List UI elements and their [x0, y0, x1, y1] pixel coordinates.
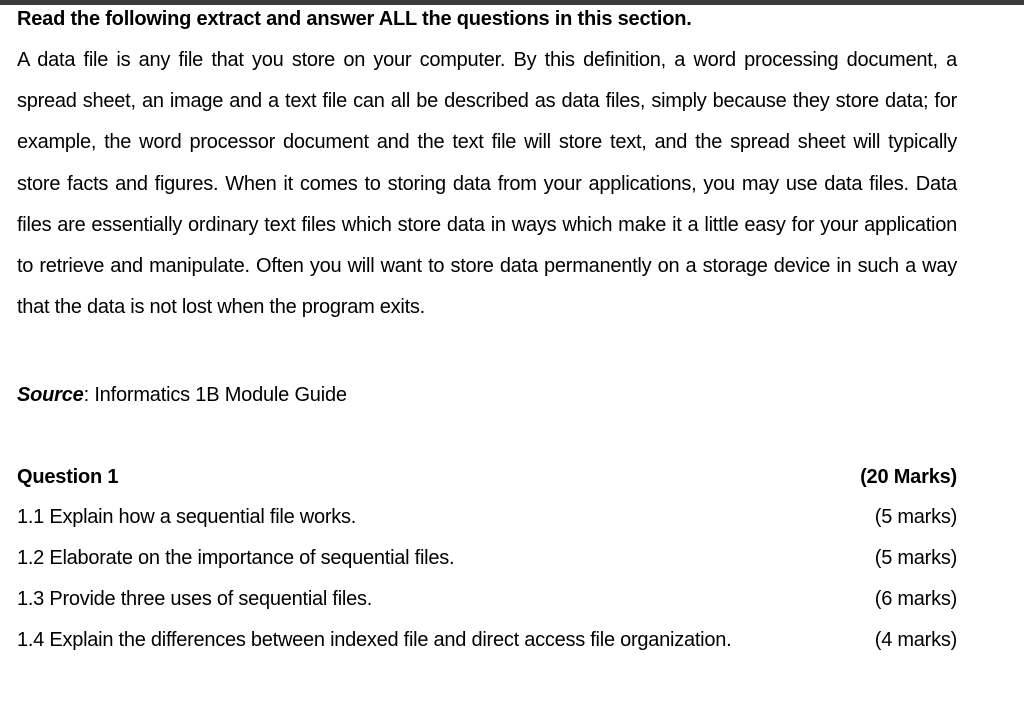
question-item: [17, 586, 957, 627]
question-item: [17, 504, 957, 545]
question-item-marks: (5 marks): [874, 506, 957, 529]
question-item-marks: (4 marks): [874, 629, 957, 652]
question-list: [17, 504, 957, 668]
question-item-text: 1.3 Provide three uses of sequential files.: [17, 588, 373, 611]
question-item-text: 1.4 Explain the differences between indexed file and direct access file organization.: [17, 629, 732, 652]
document-page: [17, 6, 957, 668]
source-label: Source: [17, 384, 84, 407]
source-text: : Informatics 1B Module Guide: [83, 384, 347, 407]
question-header: [17, 464, 957, 490]
question-item: [17, 545, 957, 586]
source-citation: [17, 382, 957, 408]
top-border-bar: [0, 0, 1024, 5]
section-instruction: Read the following extract and answer ALL the questions in this section.: [17, 8, 692, 30]
question-item: [17, 627, 957, 668]
question-total-marks: (20 Marks): [860, 466, 957, 489]
question-item-text: 1.1 Explain how a sequential file works.: [17, 506, 357, 529]
question-item-marks: (5 marks): [874, 547, 957, 570]
question-title: Question 1: [17, 466, 119, 489]
question-item-text: 1.2 Elaborate on the importance of sequential files.: [17, 547, 455, 570]
extract-paragraph: A data file is any file that you store on your computer. By this definition, a word processing document, a spread sheet, an image and a text file can all be described as data files, simply because they store data; for example, the word processor document and the text file will store text, and the spread sheet will typically store facts and figures. When it comes to storing data from your applications, you may use data files. Data files are essentially ordinary text files which store data in ways which make it a little easy for your application to retrieve and manipulate. Often you will want to store data permanently on a storage device in such a way that the data is not lost when the program exits.: [17, 49, 957, 319]
question-item-marks: (6 marks): [874, 588, 957, 611]
